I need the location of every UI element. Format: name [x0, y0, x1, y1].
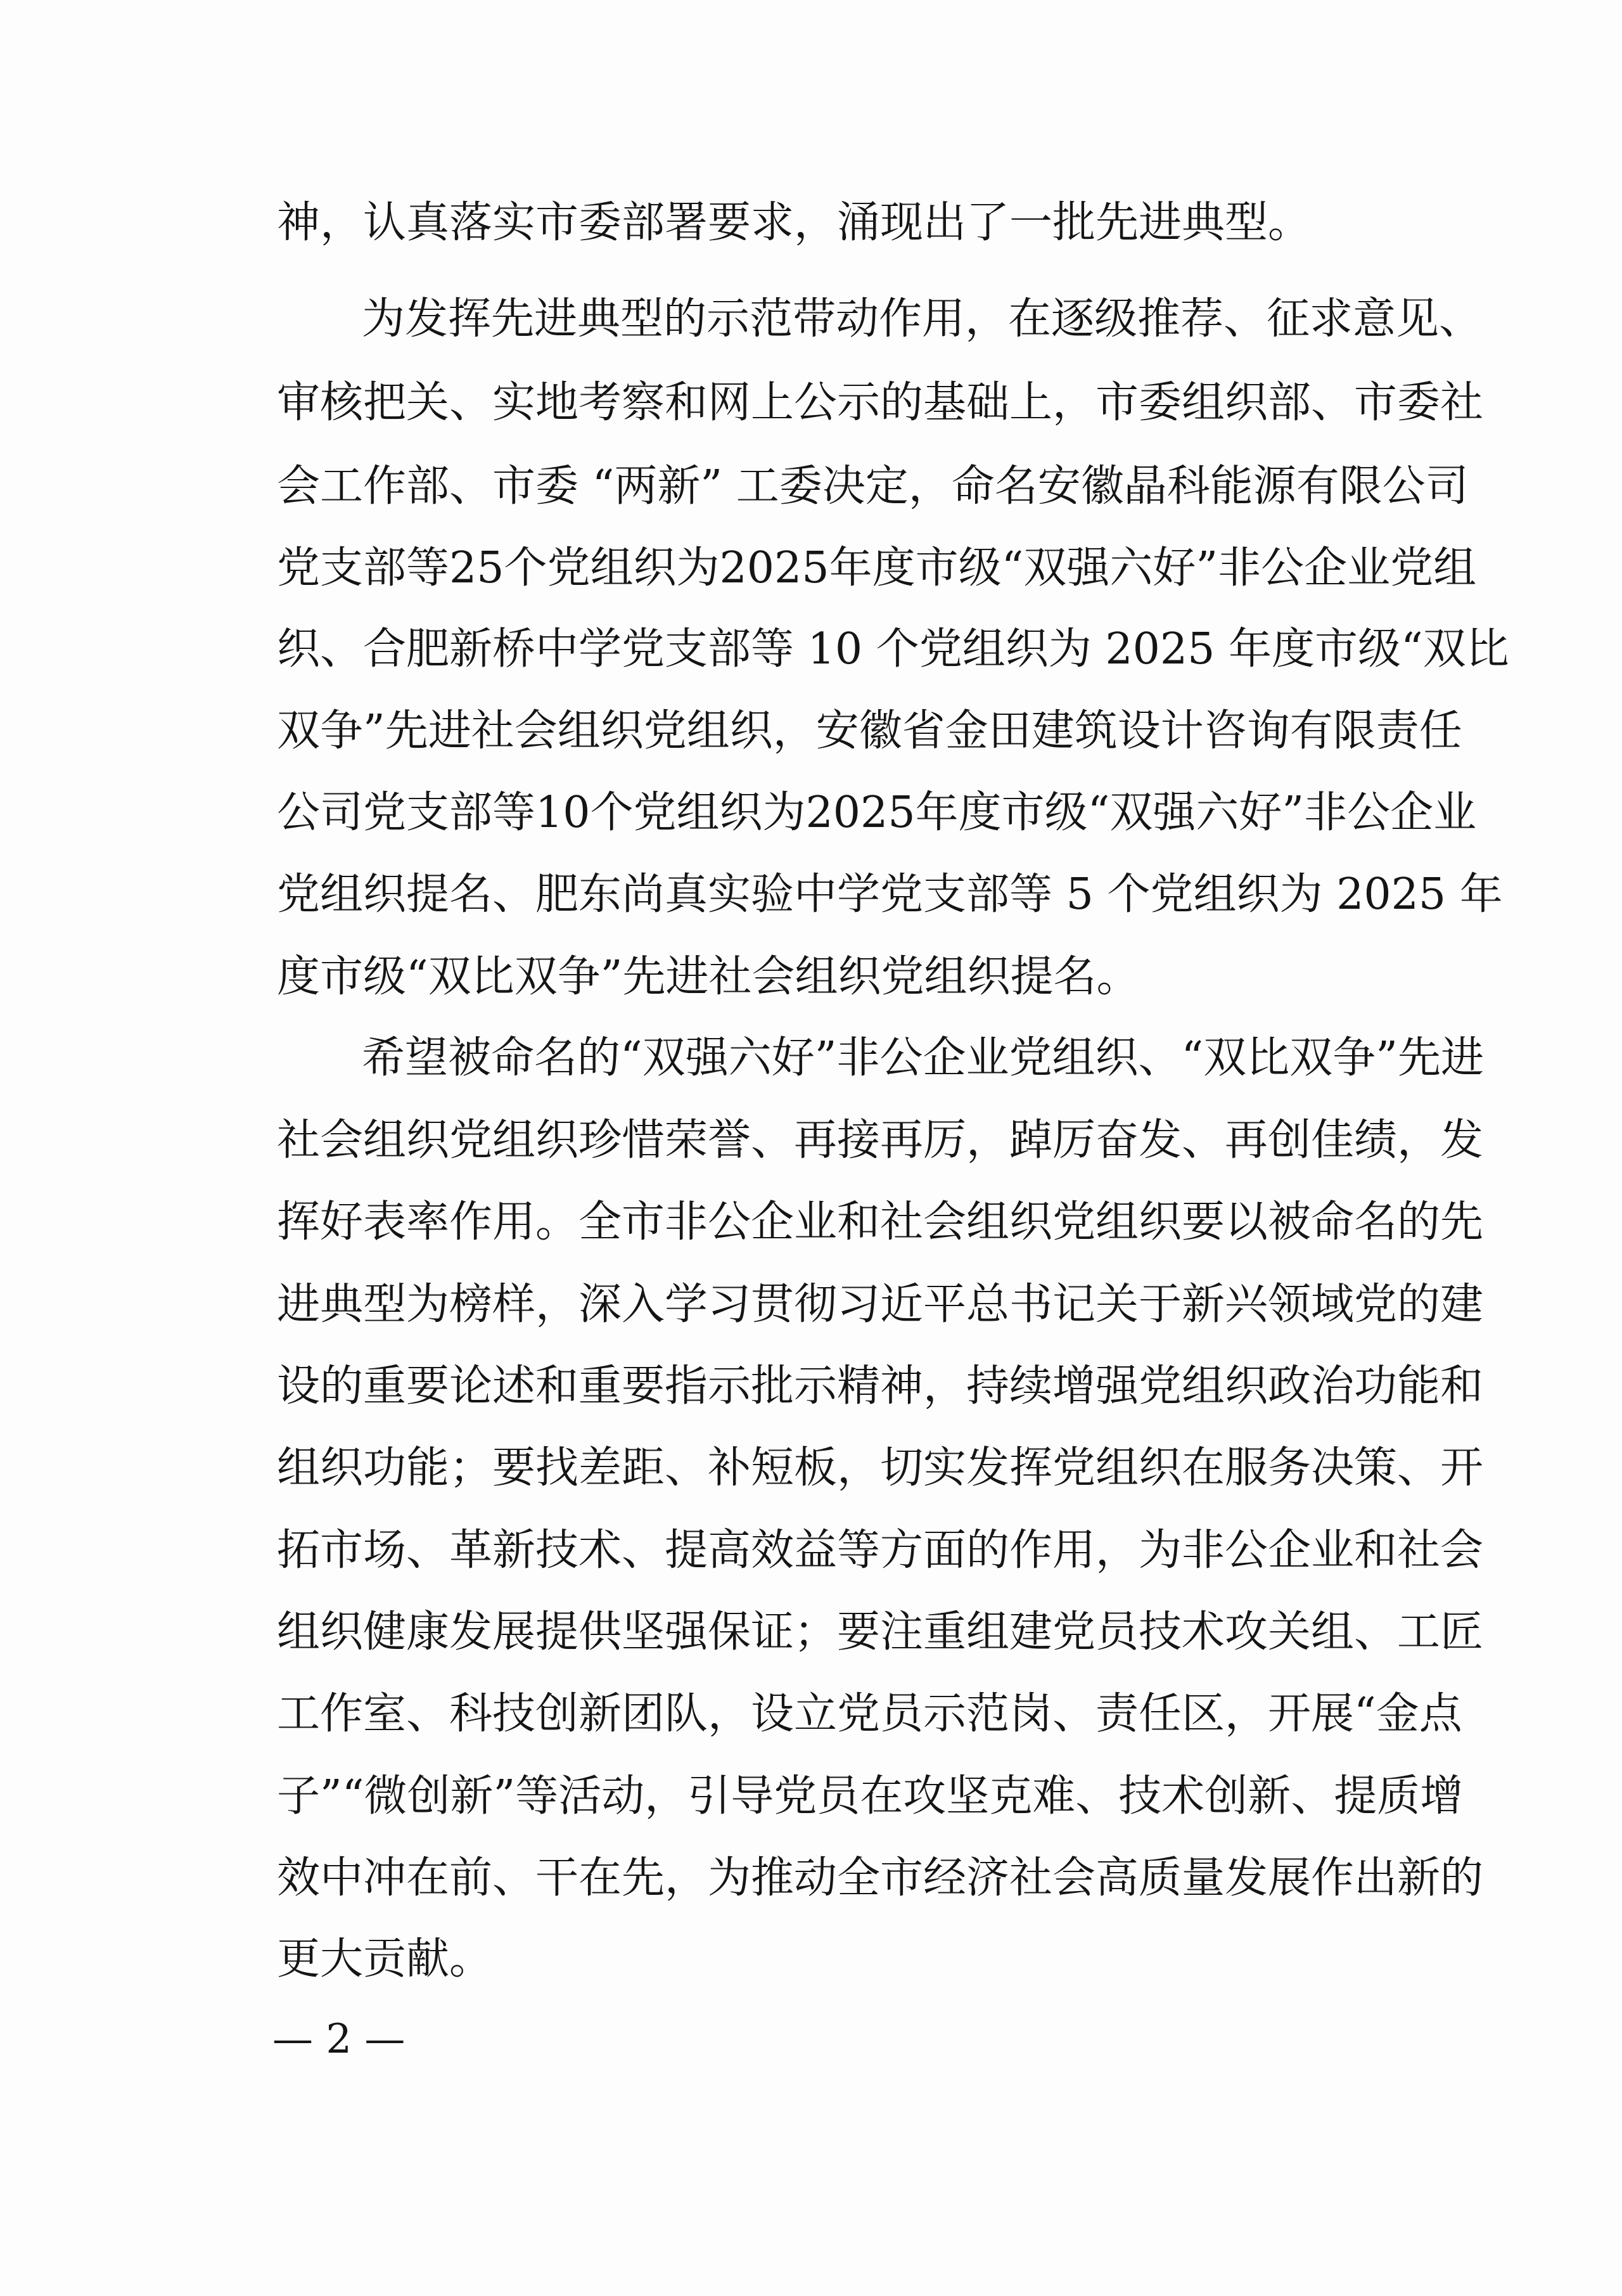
paragraph-2-line-8: 党组织提名、肥东尚真实验中学党支部等 5 个党组织为 2025 年: [277, 869, 1503, 920]
paragraph-2-line-9: 度市级“双比双争”先进社会组织党组织提名。: [277, 952, 1140, 1002]
paragraph-3-line-4: 进典型为榜样，深入学习贯彻习近平总书记关于新兴领域党的建: [277, 1279, 1484, 1330]
paragraph-2-line-7: 公司党支部等10个党组织为2025年度市级“双强六好”非公企业: [277, 788, 1477, 838]
paragraph-2-line-1: 为发挥先进典型的示范带动作用，在逐级推荐、征求意见、: [362, 294, 1483, 344]
paragraph-3-line-12: 更大贡献。: [277, 1934, 493, 1984]
paragraph-3-line-2: 社会组织党组织珍惜荣誉、再接再厉，踔厉奋发、再创佳绩，发: [277, 1115, 1484, 1165]
paragraph-2-line-5: 织、合肥新桥中学党支部等 10 个党组织为 2025 年度市级“双比: [277, 624, 1509, 674]
paragraph-2-line-6: 双争”先进社会组织党组织，安徽省金田建筑设计咨询有限责任: [277, 706, 1462, 756]
paragraph-3-line-8: 组织健康发展提供坚强保证；要注重组建党员技术攻关组、工匠: [277, 1607, 1484, 1657]
paragraph-3-line-11: 效中冲在前、干在先，为推动全市经济社会高质量发展作出新的: [277, 1853, 1484, 1903]
paragraph-3-line-7: 拓市场、革新技术、提高效益等方面的作用，为非公企业和社会: [277, 1525, 1484, 1575]
page-number: — 2 —: [272, 2016, 406, 2063]
paragraph-2-line-3: 会工作部、市委 “两新” 工委决定，命名安徽晶科能源有限公司: [277, 461, 1469, 511]
paragraph-1-line-1: 神，认真落实市委部署要求，涌现出了一批先进典型。: [277, 198, 1312, 248]
paragraph-3-line-5: 设的重要论述和重要指示批示精神，持续增强党组织政治功能和: [277, 1361, 1484, 1411]
paragraph-2-line-2: 审核把关、实地考察和网上公示的基础上，市委组织部、市委社: [277, 378, 1484, 428]
paragraph-2-line-4: 党支部等25个党组织为2025年度市级“双强六好”非公企业党组: [277, 543, 1477, 593]
paragraph-3-line-3: 挥好表率作用。全市非公企业和社会组织党组织要以被命名的先: [277, 1197, 1484, 1247]
paragraph-3-line-9: 工作室、科技创新团队，设立党员示范岗、责任区，开展“金点: [277, 1689, 1462, 1739]
paragraph-3-line-6: 组织功能；要找差距、补短板，切实发挥党组织在服务决策、开: [277, 1443, 1484, 1493]
paragraph-3-line-1: 希望被命名的“双强六好”非公企业党组织、“双比双争”先进: [362, 1033, 1485, 1083]
paragraph-3-line-10: 子”“微创新”等活动，引导党员在攻坚克难、技术创新、提质增: [277, 1771, 1464, 1821]
